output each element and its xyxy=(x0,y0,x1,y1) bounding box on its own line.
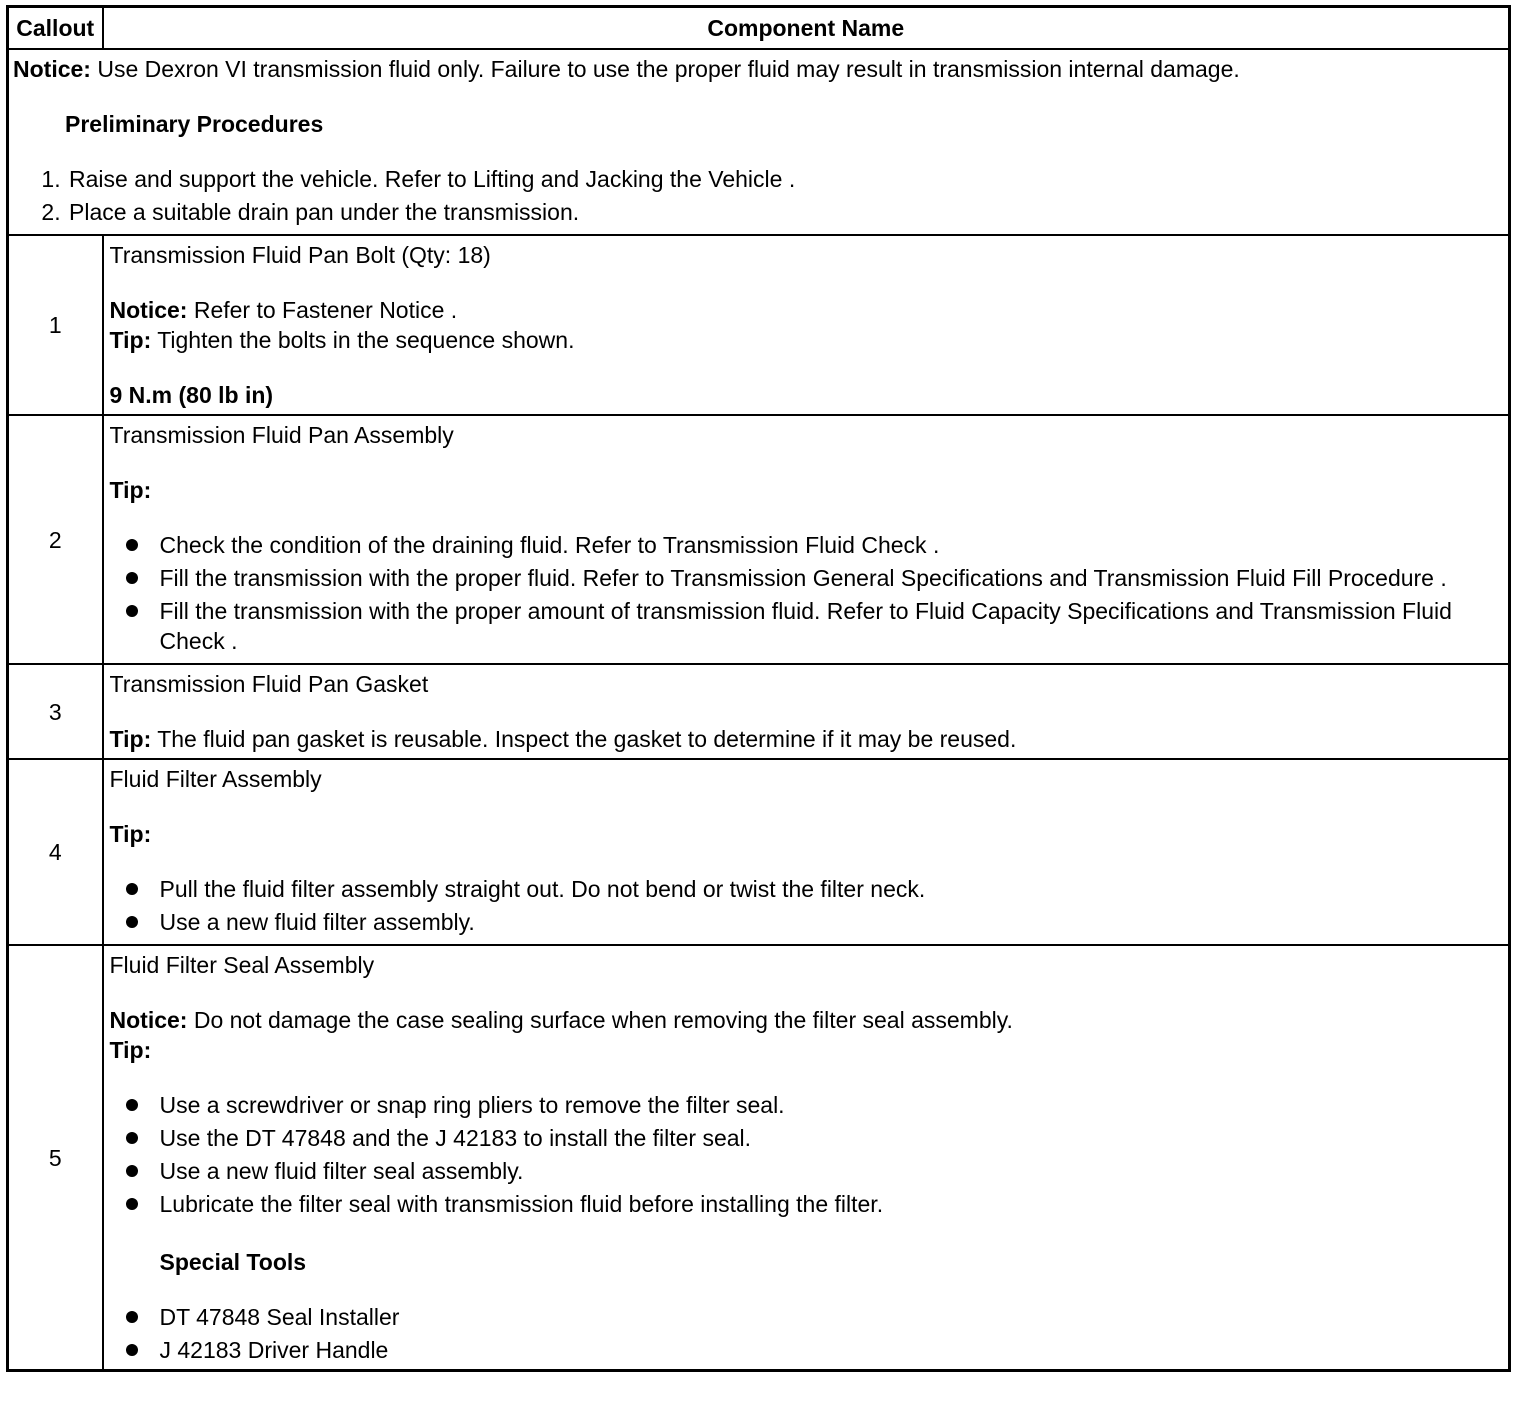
notice-text: Refer to Fastener Notice . xyxy=(187,297,458,323)
preliminary-cell xyxy=(8,49,1510,235)
table-row xyxy=(8,759,1510,945)
bullet-icon xyxy=(126,1311,138,1323)
table-row xyxy=(8,415,1510,664)
tip-text: Tighten the bolts in the sequence shown. xyxy=(151,327,575,353)
notice xyxy=(110,295,1503,325)
list-item: Lubricate the filter seal with transmission fluid before installing the filter. xyxy=(154,1189,1503,1219)
torque-spec: 9 N.m (80 lb in) xyxy=(109,382,274,408)
preliminary-row xyxy=(8,49,1510,235)
component-name: Transmission Fluid Pan Bolt (Qty: 18) xyxy=(109,242,491,268)
preliminary-notice xyxy=(13,54,1504,84)
callout-number: 4 xyxy=(8,759,103,945)
special-tools-list xyxy=(110,1302,1503,1365)
table-row xyxy=(8,664,1510,759)
component-name: Transmission Fluid Pan Gasket xyxy=(109,671,429,697)
tip-list xyxy=(110,530,1503,656)
notice-label: Notice: xyxy=(109,297,188,323)
component-cell xyxy=(103,759,1510,945)
tip xyxy=(110,724,1503,754)
tip-label: Tip: xyxy=(109,821,152,847)
bullet-icon xyxy=(126,605,138,617)
component-cell xyxy=(103,235,1510,415)
bullet-icon xyxy=(126,1132,138,1144)
list-item: Use a screwdriver or snap ring pliers to remove the filter seal. xyxy=(154,1090,1503,1120)
tip-list xyxy=(110,1090,1503,1219)
callout-number: 2 xyxy=(8,415,103,664)
callout-number: 5 xyxy=(8,945,103,1371)
tip xyxy=(110,325,1503,355)
tip-list xyxy=(110,874,1503,937)
procedure-sheet xyxy=(6,5,1508,1372)
notice xyxy=(110,1005,1503,1035)
bullet-icon xyxy=(126,572,138,584)
table-row xyxy=(8,945,1510,1371)
bullet-icon xyxy=(126,1165,138,1177)
bullet-icon xyxy=(126,916,138,928)
header-callout: Callout xyxy=(8,7,103,50)
notice-text: Do not damage the case sealing surface when removing the filter seal assembly. xyxy=(187,1007,1013,1033)
component-cell xyxy=(103,415,1510,664)
list-item: Use a new fluid filter assembly. xyxy=(154,907,1503,937)
bullet-icon xyxy=(126,1099,138,1111)
bullet-icon xyxy=(126,1344,138,1356)
list-item: 1. Raise and support the vehicle. Refer to Lifting and Jacking the Vehicle . xyxy=(67,164,1504,194)
component-name: Fluid Filter Seal Assembly xyxy=(109,952,375,978)
component-cell xyxy=(103,664,1510,759)
list-item: J 42183 Driver Handle xyxy=(154,1335,1503,1365)
callout-number: 1 xyxy=(8,235,103,415)
bullet-icon xyxy=(126,1198,138,1210)
list-item: Fill the transmission with the proper amount of transmission fluid. Refer to Fluid Capacity Specifications and Transmission Fluid Check . xyxy=(154,596,1503,656)
list-item: DT 47848 Seal Installer xyxy=(154,1302,1503,1332)
tip-label: Tip: xyxy=(109,726,152,752)
list-item: Check the condition of the draining fluid. Refer to Transmission Fluid Check . xyxy=(154,530,1503,560)
component-table xyxy=(6,5,1511,1372)
notice-text: Use Dexron VI transmission fluid only. Failure to use the proper fluid may result in transmission internal damage. xyxy=(90,56,1240,82)
list-item: Fill the transmission with the proper fluid. Refer to Transmission General Specifications and Transmission Fluid Fill Procedure . xyxy=(154,563,1503,593)
notice-label: Notice: xyxy=(109,1007,188,1033)
notice-label: Notice: xyxy=(13,56,91,82)
preliminary-steps xyxy=(13,164,1504,227)
list-item: Use a new fluid filter seal assembly. xyxy=(154,1156,1503,1186)
header-component-name: Component Name xyxy=(103,7,1510,50)
tip-text: The fluid pan gasket is reusable. Inspect the gasket to determine if it may be reused. xyxy=(151,726,1017,752)
tip-label: Tip: xyxy=(109,327,152,353)
list-item: Pull the fluid filter assembly straight out. Do not bend or twist the filter neck. xyxy=(154,874,1503,904)
list-item: 2. Place a suitable drain pan under the transmission. xyxy=(67,197,1504,227)
component-name: Fluid Filter Assembly xyxy=(109,766,322,792)
special-tools-heading: Special Tools xyxy=(159,1249,307,1275)
table-row xyxy=(8,235,1510,415)
component-cell xyxy=(103,945,1510,1371)
preliminary-heading: Preliminary Procedures xyxy=(65,111,324,137)
component-name: Transmission Fluid Pan Assembly xyxy=(109,422,454,448)
list-item: Use the DT 47848 and the J 42183 to install the filter seal. xyxy=(154,1123,1503,1153)
tip-label: Tip: xyxy=(109,477,152,503)
bullet-icon xyxy=(126,883,138,895)
header-row xyxy=(8,7,1510,50)
bullet-icon xyxy=(126,539,138,551)
tip-label: Tip: xyxy=(109,1037,152,1063)
callout-number: 3 xyxy=(8,664,103,759)
